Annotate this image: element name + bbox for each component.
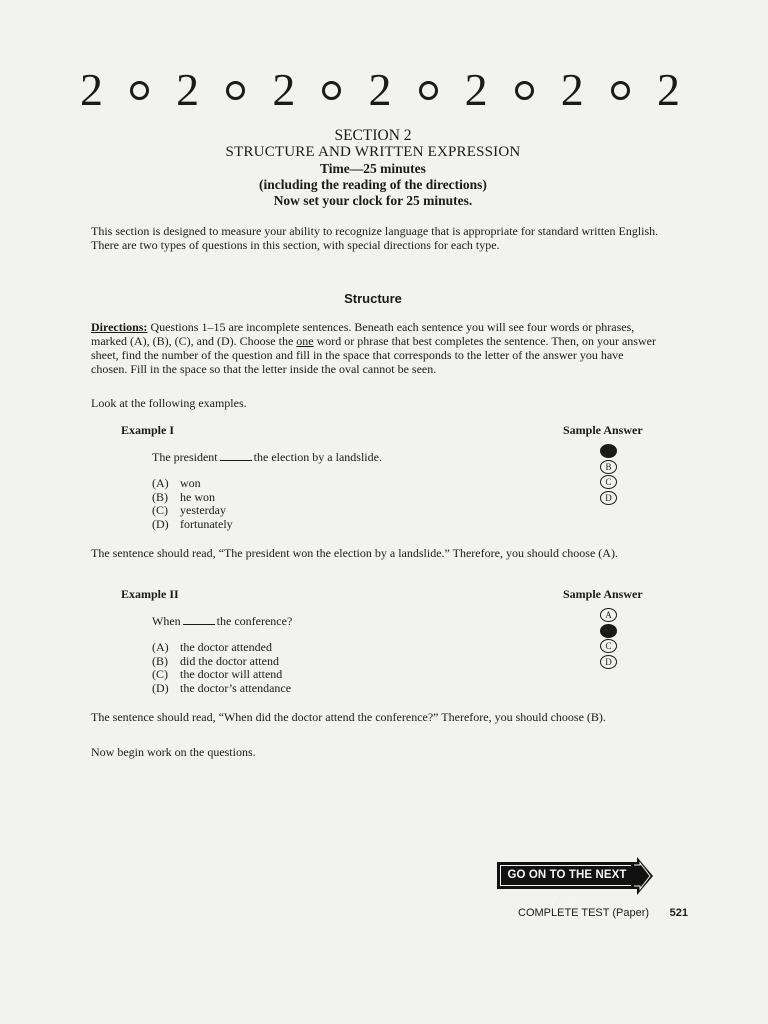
choice-text: the doctor attended [180, 640, 272, 654]
choice-letter: (C) [152, 667, 168, 682]
answer-bubble-filled: B [600, 624, 617, 638]
directions-text: word or phrase that best completes the sentence. Then, on your answer sheet, find the number of the question and fill in the space that corresponds to the letter of the answer you have chosen. Fill in the space so that the letter inside the oval cannot be seen. [91, 334, 656, 376]
directions-text: Questions 1–15 are incomplete sentences. Beneath each sentence you will see four words or phrases, marked (A), (B), (C), and (D). Choose the [91, 320, 635, 348]
intro-paragraph: This section is designed to measure your ability to recognize language that is appropriate for standard written English. There are two types of questions in this section, with special directions for each type. [91, 224, 659, 252]
look-examples-text: Look at the following examples. [91, 396, 247, 410]
choice-item [152, 641, 291, 655]
example-1-answer-bubbles [600, 444, 618, 506]
banner-digit: 2 [176, 64, 200, 115]
sentence-part: the conference? [216, 614, 293, 628]
example-2-sentence [152, 614, 292, 628]
sentence-part: The president [152, 450, 218, 464]
sample-answer-label: Sample Answer [563, 587, 643, 601]
section-label: SECTION 2 [334, 127, 412, 144]
banner-digit: 2 [368, 64, 392, 115]
answer-bubble: C [600, 639, 617, 653]
choice-item [152, 518, 233, 532]
answer-bubble: A [600, 608, 617, 622]
clock-instruction: Now set your clock for 25 minutes. [273, 193, 473, 208]
footer-book-title: COMPLETE TEST (Paper) [518, 907, 650, 919]
sentence-part: the election by a landslide. [253, 450, 382, 464]
choice-text: yesterday [180, 503, 226, 518]
answer-bubble: D [600, 491, 617, 505]
choice-letter: (A) [152, 476, 169, 490]
choice-text: the doctor will attend [180, 667, 283, 682]
banner-digit: 2 [80, 64, 103, 115]
time-limit: Time—25 minutes [320, 161, 426, 176]
choice-item [152, 655, 291, 669]
choice-item [152, 491, 233, 505]
example-2-explanation: The sentence should read, “When did the doctor attend the conference?” Therefore, you should choose (B). [91, 710, 606, 724]
next-page-label: GO ON TO THE NEXT PAGE [497, 862, 637, 889]
blank-line [220, 451, 252, 461]
banner-dot [611, 81, 630, 100]
choice-text: won [180, 476, 201, 490]
answer-bubble-filled: A [600, 444, 617, 458]
banner-dot [515, 81, 534, 100]
button-inner-border [500, 865, 634, 886]
choice-text: fortunately [180, 516, 233, 531]
sentence-part: When [152, 614, 181, 628]
banner-dot [322, 81, 341, 100]
page-footer [518, 907, 688, 919]
section-name: STRUCTURE AND WRITTEN EXPRESSION [225, 144, 521, 160]
arrow-right-icon [631, 857, 655, 895]
choice-text: he won [180, 489, 215, 504]
choice-letter: (B) [152, 653, 168, 668]
choice-letter: (D) [152, 680, 169, 695]
answer-bubble: C [600, 475, 617, 489]
begin-instruction: Now begin work on the questions. [91, 745, 256, 759]
example-1-label: Example I [121, 423, 175, 437]
choice-letter: (A) [152, 640, 169, 654]
section-number-banner [80, 62, 680, 118]
section-title-block [0, 127, 746, 209]
banner-dot [226, 81, 245, 100]
example-2-label: Example II [121, 587, 179, 601]
next-page-button[interactable] [497, 857, 655, 908]
banner-digit: 2 [656, 64, 680, 115]
banner-dot [419, 81, 438, 100]
directions-label: Directions: [91, 320, 148, 334]
example-2-answer-bubbles [600, 608, 618, 670]
banner-dot [130, 81, 149, 100]
example-1-choices [152, 477, 233, 531]
choice-letter: (D) [152, 516, 169, 531]
directions-paragraph [91, 320, 661, 376]
choice-item [152, 668, 291, 682]
time-note: (including the reading of the directions) [259, 177, 487, 192]
directions-emphasis: one [296, 334, 314, 348]
blank-line [183, 615, 215, 625]
answer-bubble: B [600, 460, 617, 474]
choice-item [152, 682, 291, 696]
banner-digit: 2 [272, 64, 296, 115]
example-1-explanation: The sentence should read, “The president won the election by a landslide.” Therefore, you should choose (A). [91, 546, 618, 560]
choice-text: did the doctor attend [180, 653, 279, 668]
structure-heading: Structure [344, 291, 402, 306]
choice-item [152, 477, 233, 491]
answer-bubble: D [600, 655, 617, 669]
example-1-sentence [152, 450, 382, 464]
banner-digit: 2 [464, 64, 488, 115]
page-number: 521 [669, 907, 688, 919]
example-2-choices [152, 641, 291, 695]
choice-letter: (C) [152, 503, 168, 518]
sample-answer-label: Sample Answer [563, 423, 643, 437]
banner-digit: 2 [560, 64, 584, 115]
choice-letter: (B) [152, 489, 168, 504]
choice-item [152, 504, 233, 518]
choice-text: the doctor’s attendance [180, 680, 292, 695]
